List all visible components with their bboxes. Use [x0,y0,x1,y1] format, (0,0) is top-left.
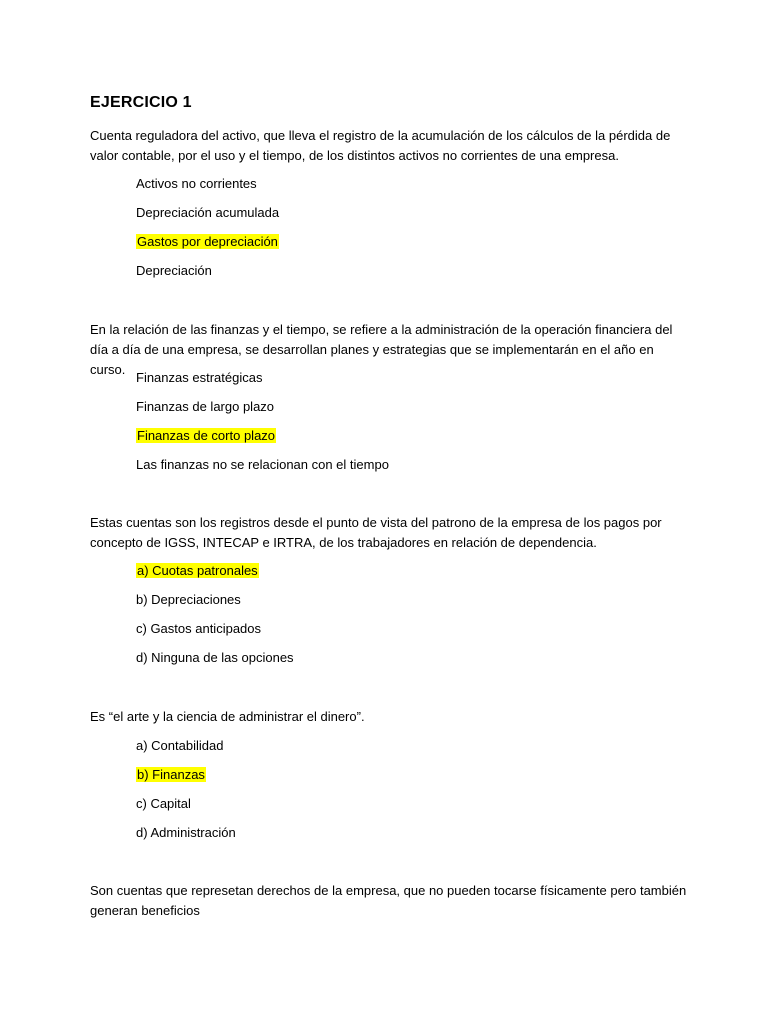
question-5-text: Son cuentas que represetan derechos de la empresa, que no pueden tocarse físicamente pero también generan beneficios [90,883,687,918]
question-3-option-4: d) Ninguna de las opciones [136,650,294,665]
question-1-option-3-row [136,233,279,250]
question-4-option-1: a) Contabilidad [136,738,224,753]
question-1-option-3-highlighted: Gastos por depreciación [137,234,278,249]
question-2-option-4: Las finanzas no se relacionan con el tiempo [136,457,389,472]
question-4-option-4: d) Administración [136,825,236,840]
page-title: EJERCICIO 1 [90,94,192,111]
question-4-option-2-highlighted: b) Finanzas [137,767,205,782]
question-3-option-1-row [136,562,259,579]
question-2-text: En la relación de las finanzas y el tiempo, se refiere a la administración de la operación financiera del día a día de una empresa, se desarrollan planes y estrategias que se implementarán en el año en curso. [90,322,673,377]
question-4-option-2-row [136,766,206,783]
question-3-option-2: b) Depreciaciones [136,592,241,607]
question-3-text: Estas cuentas son los registros desde el punto de vista del patrono de la empresa de los pagos por concepto de IGSS, INTECAP e IRTRA, de los trabajadores en relación de dependencia. [90,515,662,550]
question-4-text: Es “el arte y la ciencia de administrar el dinero”. [90,709,365,724]
question-1-option-1: Activos no corrientes [136,176,257,191]
question-2-option-3-row [136,427,276,444]
question-1-option-4: Depreciación [136,263,212,278]
question-2-option-2: Finanzas de largo plazo [136,399,275,414]
question-2-option-3-highlighted: Finanzas de corto plazo [137,428,276,443]
question-3-option-1-highlighted: a) Cuotas patronales [137,563,258,578]
question-1-option-2: Depreciación acumulada [136,205,280,220]
question-1-text: Cuenta reguladora del activo, que lleva el registro de la acumulación de los cálculos de la pérdida de valor contable, por el uso y el tiempo, de los distintos activos no corrientes de una empresa. [90,128,671,163]
question-4-option-3: c) Capital [136,796,191,811]
question-2-option-1: Finanzas estratégicas [136,370,263,385]
question-3-option-3: c) Gastos anticipados [136,621,262,636]
